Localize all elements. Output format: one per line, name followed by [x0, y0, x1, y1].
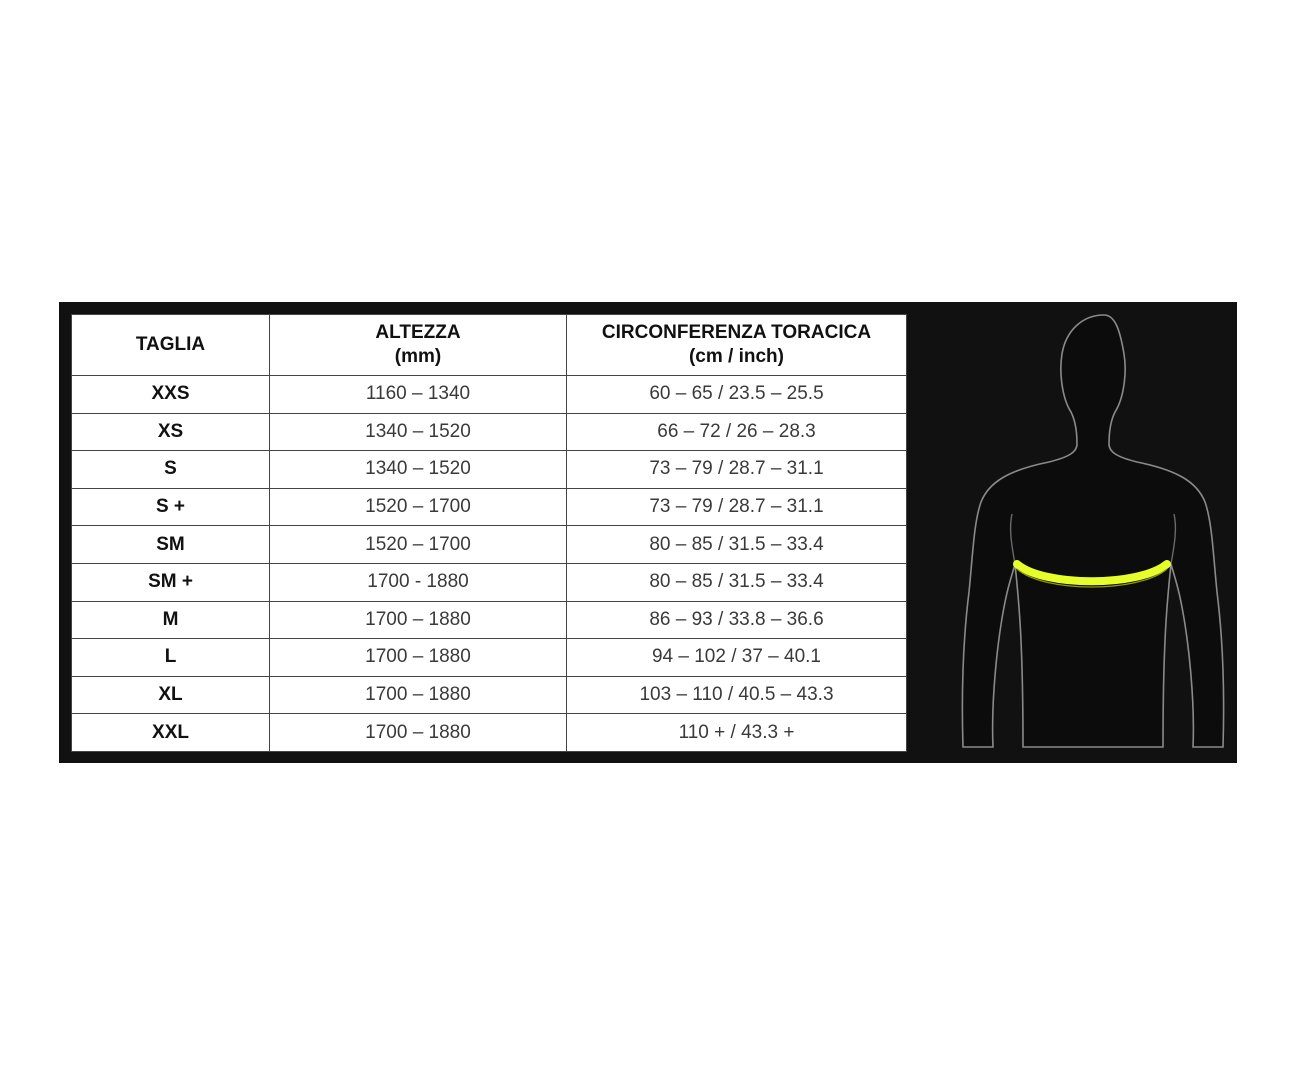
chest-cell: 66 – 72 / 26 – 28.3	[567, 413, 907, 451]
table-row	[72, 714, 907, 752]
size-cell: S	[72, 451, 270, 489]
table-header-row	[72, 315, 907, 376]
table-row	[72, 376, 907, 414]
height-cell: 1340 – 1520	[270, 413, 567, 451]
table-row	[72, 413, 907, 451]
body-silhouette-icon	[949, 302, 1237, 763]
size-table	[71, 314, 907, 752]
header-height	[270, 315, 567, 376]
table-row	[72, 639, 907, 677]
size-cell: SM +	[72, 563, 270, 601]
size-cell: XS	[72, 413, 270, 451]
chest-cell: 73 – 79 / 28.7 – 31.1	[567, 451, 907, 489]
height-cell: 1520 – 1700	[270, 526, 567, 564]
size-cell: XXS	[72, 376, 270, 414]
header-chest	[567, 315, 907, 376]
height-cell: 1700 – 1880	[270, 601, 567, 639]
height-cell: 1700 – 1880	[270, 676, 567, 714]
size-cell: M	[72, 601, 270, 639]
chest-cell: 110 + / 43.3 +	[567, 714, 907, 752]
header-height-label: ALTEZZA	[375, 322, 461, 343]
height-cell: 1160 – 1340	[270, 376, 567, 414]
chest-cell: 60 – 65 / 23.5 – 25.5	[567, 376, 907, 414]
table-row	[72, 526, 907, 564]
chest-cell: 94 – 102 / 37 – 40.1	[567, 639, 907, 677]
height-cell: 1700 – 1880	[270, 714, 567, 752]
size-cell: XXL	[72, 714, 270, 752]
header-size-label: TAGLIA	[135, 334, 206, 355]
height-cell: 1700 - 1880	[270, 563, 567, 601]
height-cell: 1340 – 1520	[270, 451, 567, 489]
table-row	[72, 676, 907, 714]
size-cell: XL	[72, 676, 270, 714]
size-cell: L	[72, 639, 270, 677]
header-size	[72, 315, 270, 376]
chest-cell: 80 – 85 / 31.5 – 33.4	[567, 563, 907, 601]
table-row	[72, 601, 907, 639]
silhouette-body	[962, 315, 1223, 747]
size-cell: S +	[72, 488, 270, 526]
chest-cell: 86 – 93 / 33.8 – 36.6	[567, 601, 907, 639]
chest-cell: 103 – 110 / 40.5 – 43.3	[567, 676, 907, 714]
header-chest-label: CIRCONFERENZA TORACICA	[601, 322, 872, 343]
header-height-unit: (mm)	[394, 346, 442, 367]
chest-cell: 73 – 79 / 28.7 – 31.1	[567, 488, 907, 526]
table-row	[72, 563, 907, 601]
chest-cell: 80 – 85 / 31.5 – 33.4	[567, 526, 907, 564]
table-row	[72, 488, 907, 526]
table-row	[72, 451, 907, 489]
height-cell: 1700 – 1880	[270, 639, 567, 677]
size-cell: SM	[72, 526, 270, 564]
height-cell: 1520 – 1700	[270, 488, 567, 526]
header-chest-unit: (cm / inch)	[688, 346, 784, 367]
size-chart-panel	[59, 302, 1237, 763]
